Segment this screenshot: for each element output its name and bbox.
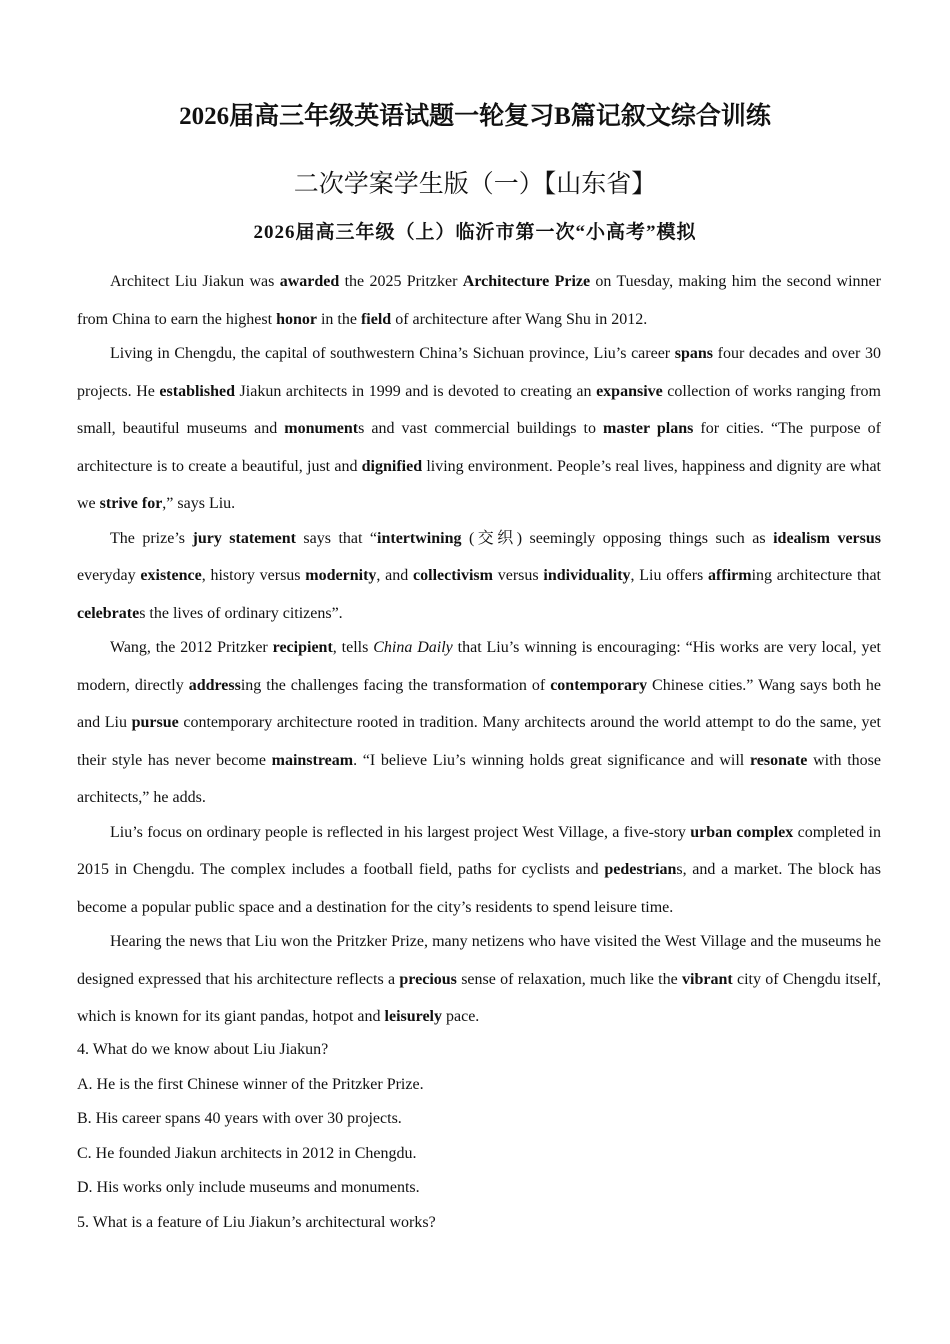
keyword: address [188, 676, 241, 694]
text: the 2025 Pritzker [339, 273, 463, 290]
text: (交织) seemingly opposing things such as [461, 529, 774, 547]
question-4-option-b: B. His career spans 40 years with over 30 projects. [77, 1110, 402, 1127]
newspaper-name: China Daily [373, 639, 453, 656]
keyword: Architecture Prize [462, 273, 591, 290]
keyword: awarded [279, 273, 340, 290]
keyword: existence [140, 567, 202, 584]
text: in the [316, 310, 361, 328]
text: , tells [332, 639, 374, 656]
keyword: vibrant [682, 970, 733, 988]
text: contemporary architecture rooted in tradition. Many architects around the world attempt to do the same, yet their style has never become [77, 714, 881, 769]
reading-passage [77, 263, 881, 1033]
question-4-option-c: C. He founded Jiakun architects in 2012 in Chengdu. [77, 1144, 417, 1162]
text: collection of works ranging from small, beautiful museums and [77, 382, 882, 437]
keyword: celebrate [77, 604, 140, 622]
keyword: strive for [99, 495, 163, 512]
text: with those architects,” he adds. [77, 751, 882, 806]
keyword: spans [674, 345, 714, 362]
question-5: 5. What is a feature of Liu Jiakun’s architectural works? [77, 1213, 436, 1231]
document-subtitle: 二次学案学生版（一）【山东省】 [293, 171, 657, 198]
text: Jiakun architects in 1999 and is devoted to creating an [235, 382, 597, 400]
keyword: expansive [596, 382, 663, 400]
text: for cities. “The purpose of architecture is to create a beautiful, just and [77, 420, 882, 475]
text: versus [492, 567, 544, 584]
text: Wang, the 2012 Pritzker [110, 639, 273, 656]
keyword: collectivism [413, 567, 493, 584]
keyword: mainstream [271, 751, 354, 769]
text: . “I believe Liu’s winning holds great significance and will [353, 751, 750, 769]
keyword: honor [276, 310, 317, 328]
paragraph-2 [77, 335, 881, 523]
text: ,” says Liu. [162, 495, 236, 512]
keyword: master plans [603, 420, 694, 437]
text: on Tuesday, making him the second winner from China to earn the highest [77, 273, 881, 328]
keyword: recipient [272, 639, 333, 656]
paragraph-3 [77, 520, 881, 633]
paragraph-5 [77, 814, 881, 927]
text: living environment. People’s real lives, happiness and dignity are what we [77, 457, 881, 512]
keyword: modernity [305, 567, 377, 584]
text: , Liu offers [630, 567, 709, 584]
keyword: field [360, 310, 392, 328]
text: s and vast commercial buildings to [358, 420, 604, 437]
keyword: urban complex [690, 823, 794, 841]
keyword: jury statement [192, 529, 296, 547]
question-4: 4. What do we know about Liu Jiakun? [77, 1041, 329, 1058]
keyword: precious [399, 970, 457, 988]
text: Chinese cities.” Wang says both he and Liu [77, 676, 882, 731]
text: sense of relaxation, much like the [456, 970, 683, 988]
text: , history versus [201, 567, 306, 584]
text: , and [376, 567, 414, 584]
text: ing the challenges facing the transformation of [240, 676, 551, 694]
keyword: monument [284, 420, 359, 437]
text: Liu’s focus on ordinary people is reflected in his largest project West Village, a five-story [110, 823, 691, 841]
keyword: pedestrian [604, 861, 677, 878]
keyword: pursue [131, 714, 179, 731]
text: ing architecture that [751, 567, 882, 584]
questions [77, 1033, 881, 1240]
keyword: idealism versus [773, 529, 882, 547]
document-title: 2026届高三年级英语试题一轮复习B篇记叙文综合训练 [179, 103, 771, 130]
text: The prize’s [110, 529, 193, 547]
text: says that “ [295, 529, 378, 547]
keyword: intertwining [377, 529, 462, 547]
question-4-option-d: D. His works only include museums and monuments. [77, 1179, 420, 1196]
text: that Liu’s winning is encouraging: “His works are very local, yet modern, directly [77, 639, 882, 694]
keyword: affirm [708, 567, 752, 584]
text: four decades and over 30 projects. He [77, 345, 881, 400]
text: Hearing the news that Liu won the Pritzker Prize, many netizens who have visited the West Village and the museums he designed expressed that his architecture reflects a [77, 933, 881, 988]
paragraph-1 [77, 263, 881, 338]
text: completed in 2015 in Chengdu. The complex includes a football field, paths for cyclists and [77, 823, 882, 878]
keyword: leisurely [384, 1008, 442, 1025]
paragraph-6 [77, 923, 881, 1036]
paragraph-4 [77, 629, 881, 817]
text: everyday [77, 567, 141, 584]
keyword: dignified [361, 457, 423, 475]
exam-source-title: 2026届高三年级（上）临沂市第一次“小高考”模拟 [253, 222, 697, 243]
text: pace. [442, 1008, 480, 1025]
text: of architecture after Wang Shu in 2012. [391, 310, 648, 328]
text: Architect Liu Jiakun was [110, 273, 280, 290]
text: Living in Chengdu, the capital of southwestern China’s Sichuan province, Liu’s career [110, 345, 675, 362]
keyword: individuality [543, 567, 631, 584]
text: city of Chengdu itself, which is known for its giant pandas, hotpot and [77, 970, 881, 1025]
text: s, and a market. The block has become a popular public space and a destination for the city’s residents to spend leisure time. [77, 861, 881, 916]
keyword: resonate [749, 751, 808, 769]
keyword: established [159, 382, 235, 400]
text: s the lives of ordinary citizens”. [139, 604, 343, 622]
keyword: contemporary [550, 676, 648, 694]
question-4-option-a: A. He is the first Chinese winner of the Pritzker Prize. [77, 1075, 424, 1093]
